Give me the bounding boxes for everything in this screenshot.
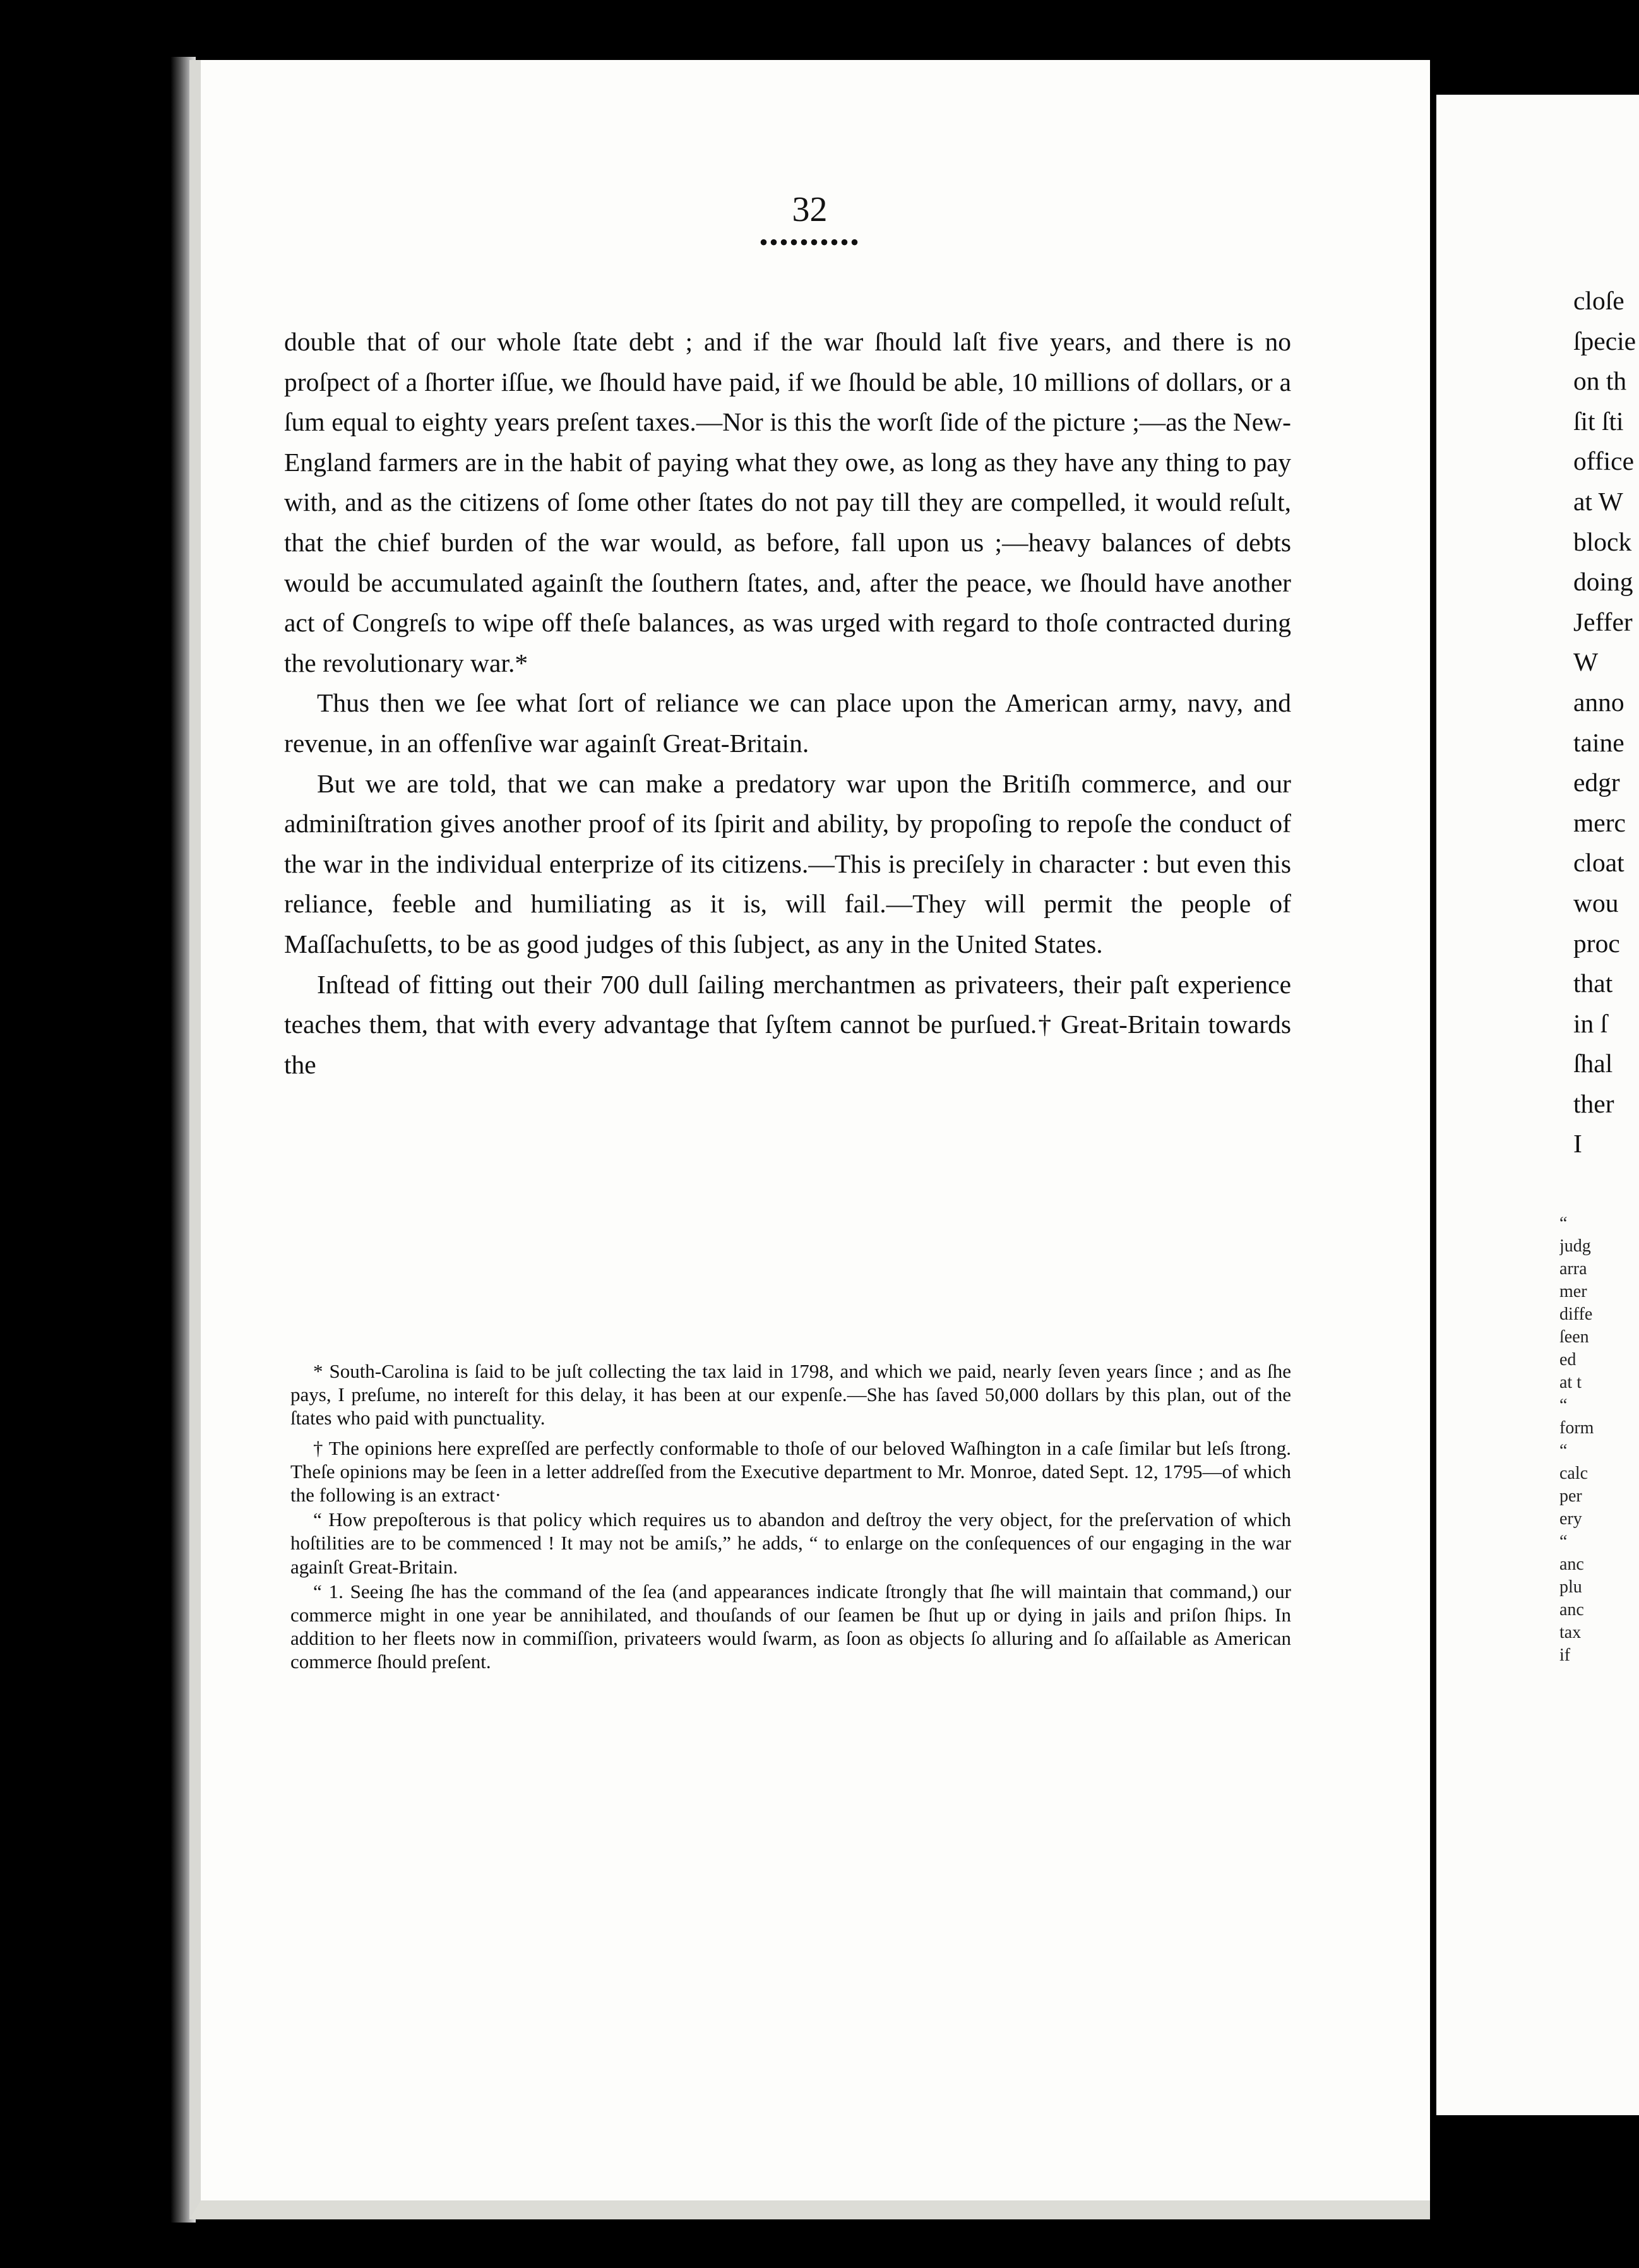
footnote-quote-2: “ 1. Seeing ſhe has the command of the ſea (and appearances indicate ſtrongly that ſhe will maintain that command,) our commerce might in one year be annihilated, and thouſands of our ſeamen be ſhut up or dying in jails and priſon ſhips. In addition to her fleets now in commiſſion, privateers would ſwarm, as ſoon as objects ſo alluring and ſo aſſailable as American commerce ſhould preſent. bbox=[290, 1580, 1291, 1673]
facing-footnote-fragment: “ bbox=[1559, 1214, 1568, 1233]
facing-footnote-fragment: per bbox=[1559, 1486, 1582, 1506]
main-text bbox=[284, 322, 1291, 1085]
facing-footnote-fragment: mer bbox=[1559, 1282, 1587, 1301]
facing-footnote-fragment: anc bbox=[1559, 1555, 1584, 1574]
facing-footnote-fragment: plu bbox=[1559, 1577, 1582, 1597]
facing-line: anno bbox=[1573, 687, 1624, 717]
paragraph-2: Thus then we ſee what ſort of reliance we can place upon the American army, navy, and revenue, in an offenſive war againſt Great-Britain. bbox=[284, 688, 1291, 758]
footnotes bbox=[290, 1359, 1291, 1675]
footnote-quote-1: “ How prepoſterous is that policy which requires us to abandon and deſtroy the very object, for the preſervation of which hoſtilities are to be commenced ! It may not be amiſs,” he adds, “ to enlarge on the conſequences of our engaging in the war againſt Great-Britain. bbox=[290, 1508, 1291, 1578]
facing-page-text bbox=[1573, 281, 1639, 1164]
facing-line: cloſe bbox=[1573, 286, 1624, 315]
facing-line: edgr bbox=[1573, 768, 1620, 797]
facing-line: doing bbox=[1573, 567, 1633, 597]
page-ornament: •••••••••• bbox=[759, 228, 861, 256]
facing-line: cloat bbox=[1573, 848, 1624, 878]
facing-footnote-fragment: “ bbox=[1559, 1532, 1568, 1551]
facing-footnote-fragment: form bbox=[1559, 1418, 1594, 1438]
facing-line: proc bbox=[1573, 928, 1620, 958]
facing-page-footnotes bbox=[1559, 1212, 1639, 1667]
paragraph-3: But we are told, that we can make a predatory war upon the Britiſh commerce, and our adminiſtration gives another proof of its ſpirit and ability, by propoſing to repoſe the conduct of the war in the individual enterprize of its citizens.—This is preciſely in character : but even this reliance, feeble and humiliating as it is, will fail.—They will permit the people of Maſſachuſetts, to be as good judges of this ſubject, as any in the United States. bbox=[284, 768, 1291, 958]
facing-line: I bbox=[1573, 1129, 1582, 1159]
facing-footnote-fragment: ery bbox=[1559, 1509, 1582, 1529]
facing-line: taine bbox=[1573, 727, 1624, 757]
facing-line: that bbox=[1573, 969, 1613, 998]
footnote-dagger: † The opinions here expreſſed are perfectly conformable to thoſe of our beloved Waſhington in a caſe ſimilar but leſs ſtrong. Theſe opinions may be ſeen in a letter addreſſed from the Executive department to Mr. Monroe, dated Sept. 12, 1795—of which the following is an extract· bbox=[290, 1436, 1291, 1507]
facing-footnote-fragment: ed bbox=[1559, 1350, 1576, 1370]
facing-footnote-fragment: diffe bbox=[1559, 1304, 1593, 1324]
facing-line: on th bbox=[1573, 366, 1627, 396]
facing-line: W bbox=[1573, 647, 1599, 677]
facing-line: ſhal bbox=[1573, 1049, 1613, 1078]
facing-footnote-fragment: judg bbox=[1559, 1236, 1591, 1256]
facing-footnote-fragment: calc bbox=[1559, 1464, 1588, 1483]
footnote-asterisk: * South-Carolina is ſaid to be juſt collecting the tax laid in 1798, and which we paid, nearly ſeven years ſince ; and as ſhe pays, I preſume, no intereſt for this delay, it has been at our expenſe.—She has ſaved 50,000 dollars by this plan, out of the ſtates who paid with punctuality. bbox=[290, 1360, 1291, 1429]
facing-footnote-fragment: at t bbox=[1559, 1373, 1582, 1392]
facing-line: block bbox=[1573, 527, 1632, 556]
paragraph-4: Inſtead of fitting out their 700 dull ſailing merchantmen as privateers, their paſt experience teaches them, that with every advantage that ſyſtem cannot be purſued.† Great-Britain towards the bbox=[284, 969, 1291, 1079]
facing-line: at W bbox=[1573, 486, 1623, 516]
facing-line: merc bbox=[1573, 808, 1626, 837]
facing-footnote-fragment: tax bbox=[1559, 1623, 1582, 1642]
facing-footnote-fragment: “ bbox=[1559, 1441, 1568, 1460]
facing-line: ſpecie bbox=[1573, 326, 1636, 355]
facing-footnote-fragment: anc bbox=[1559, 1600, 1584, 1620]
facing-line: Jeffer bbox=[1573, 607, 1633, 636]
facing-footnote-fragment: “ bbox=[1559, 1395, 1568, 1415]
facing-line: wou bbox=[1573, 888, 1619, 917]
facing-footnote-fragment: arra bbox=[1559, 1259, 1587, 1279]
facing-footnote-fragment: if bbox=[1559, 1645, 1571, 1665]
paragraph-1: double that of our whole ſtate debt ; and if the war ſhould laſt five years, and there is no proſpect of a ſhorter iſſue, we ſhould have paid, if we ſhould be able, 10 millions of dollars, or a ſum equal to eighty years preſent taxes.—Nor is this the worſt ſide of the picture ;—as the New-England farmers are in the habit of paying what they owe, as long as they have any thing to pay with, and as the citizens of ſome other ſtates do not pay till they are compelled, it would reſult, that the chief burden of the war would, as before, fall upon us ;—heavy balances of debts would be accumulated againſt the ſouthern ſtates, and, after the peace, we ſhould have another act of Congreſs to wipe off theſe balances, as was urged with regard to thoſe contracted during the revolutionary war.* bbox=[284, 327, 1291, 677]
facing-line: office bbox=[1573, 446, 1635, 476]
facing-line: in ſ bbox=[1573, 1008, 1608, 1038]
facing-line: ther bbox=[1573, 1089, 1614, 1118]
facing-footnote-fragment: ſeen bbox=[1559, 1327, 1589, 1347]
page-number: 32 bbox=[792, 190, 828, 229]
facing-line: ſit ſti bbox=[1573, 406, 1624, 436]
